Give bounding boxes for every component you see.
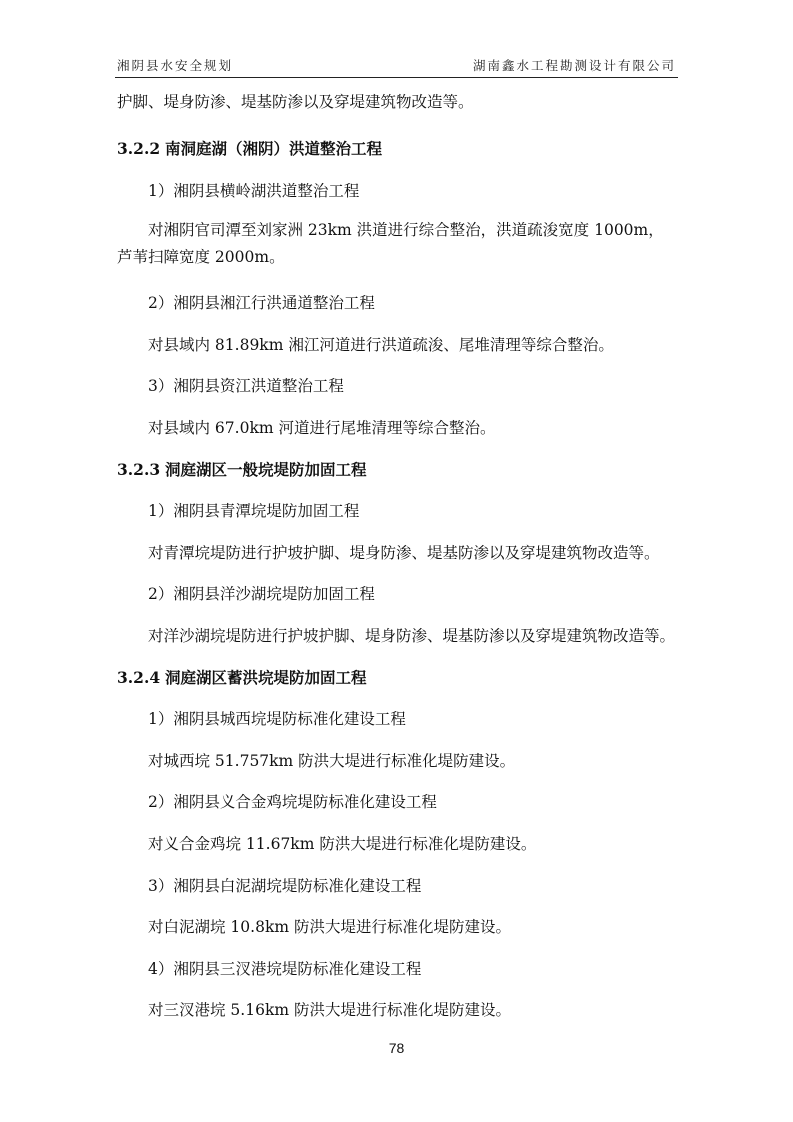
- item-text: 对县域内 67.0km 河道进行尾堆清理等综合整治。: [148, 419, 496, 437]
- item-label: 4）湘阴县三汊港垸堤防标准化建设工程: [148, 960, 422, 978]
- item-text: 对三汊港垸 5.16km 防洪大堤进行标准化堤防建设。: [148, 1001, 511, 1019]
- item-label: 3）湘阴县白泥湖垸堤防标准化建设工程: [148, 877, 422, 895]
- page-number: 78: [388, 1040, 405, 1056]
- item-text: 对青潭垸堤防进行护坡护脚、堤身防渗、堤基防渗以及穿堤建筑物改造等。: [148, 544, 660, 562]
- item-text: 对湘阴官司潭至刘家洲 23km 洪道进行综合整治，洪道疏浚宽度 1000m，芦苇扫障宽度 2000m。: [117, 221, 664, 266]
- paragraph-continuation: 护脚、堤身防渗、堤基防渗以及穿堤建筑物改造等。: [117, 93, 474, 111]
- section-heading-3-2-4: [117, 668, 367, 688]
- section-number: 3.2.4: [117, 668, 161, 687]
- item-text: 对县域内 81.89km 湘江河道进行洪道疏浚、尾堆清理等综合整治。: [148, 336, 614, 354]
- section-number: 3.2.2: [117, 139, 161, 158]
- header-right-company: 湖南鑫水工程勘测设计有限公司: [472, 58, 676, 73]
- section-heading-3-2-3: [117, 460, 367, 480]
- header-left-title: 湘阴县水安全规划: [117, 58, 234, 73]
- section-heading-3-2-2: [117, 139, 382, 159]
- section-title: 洞庭湖区一般垸堤防加固工程: [165, 460, 367, 479]
- item-label: 2）湘阴县湘江行洪通道整治工程: [148, 294, 375, 312]
- item-label: 1）湘阴县青潭垸堤防加固工程: [148, 502, 360, 520]
- section-title: 洞庭湖区蓄洪垸堤防加固工程: [165, 668, 367, 687]
- item-text: 对洋沙湖垸堤防进行护坡护脚、堤身防渗、堤基防渗以及穿堤建筑物改造等。: [148, 627, 676, 645]
- page-header: [117, 54, 676, 74]
- item-label: 1）湘阴县城西垸堤防标准化建设工程: [148, 710, 406, 728]
- section-number: 3.2.3: [117, 460, 161, 479]
- item-text: 对白泥湖垸 10.8km 防洪大堤进行标准化堤防建设。: [148, 918, 511, 936]
- section-title: 南洞庭湖（湘阴）洪道整治工程: [165, 139, 383, 158]
- item-label: 2）湘阴县义合金鸡垸堤防标准化建设工程: [148, 793, 437, 811]
- item-label: 2）湘阴县洋沙湖垸堤防加固工程: [148, 585, 375, 603]
- item-label: 1）湘阴县横岭湖洪道整治工程: [148, 182, 360, 200]
- item-text: 对城西垸 51.757km 防洪大堤进行标准化堤防建设。: [148, 752, 516, 770]
- item-label: 3）湘阴县资江洪道整治工程: [148, 377, 344, 395]
- item-text: 对义合金鸡垸 11.67km 防洪大堤进行标准化堤防建设。: [148, 835, 537, 853]
- header-rule: [115, 77, 678, 78]
